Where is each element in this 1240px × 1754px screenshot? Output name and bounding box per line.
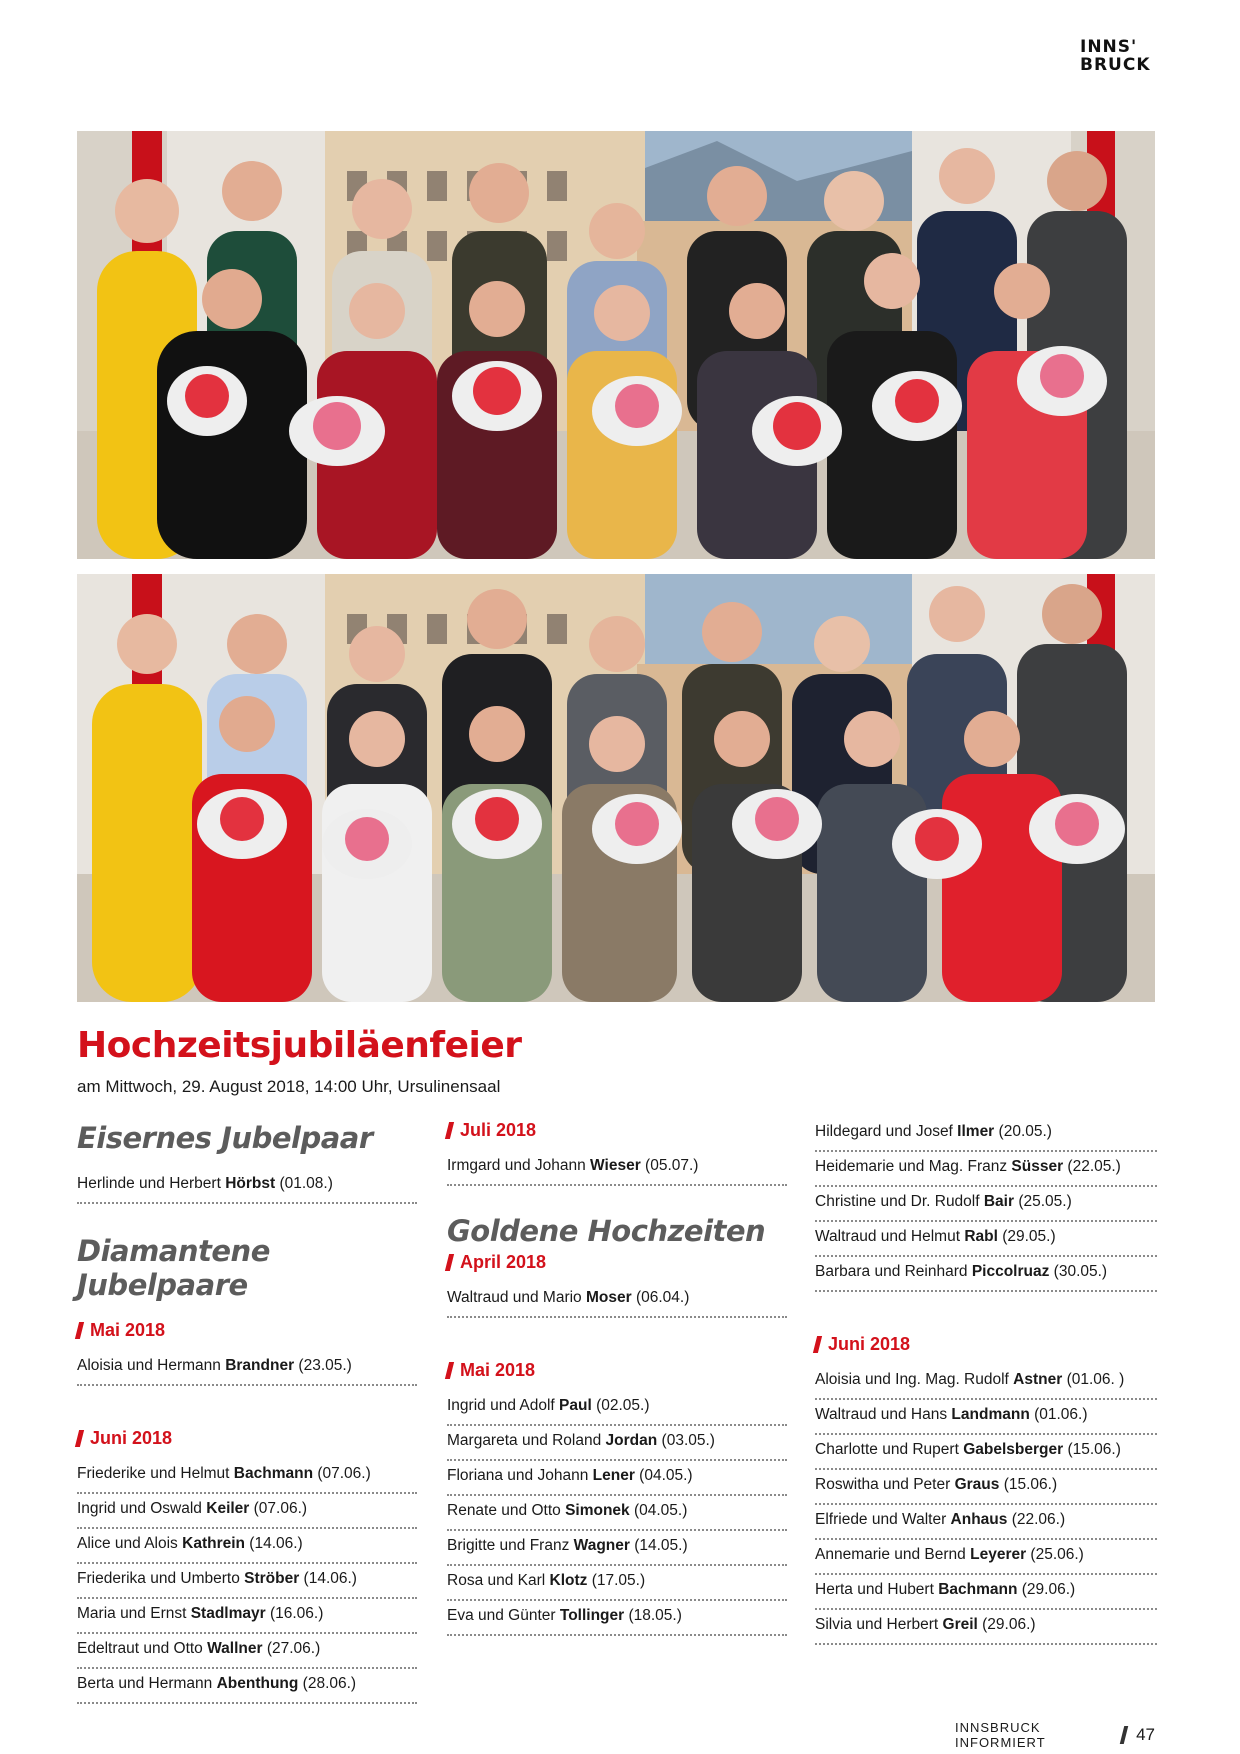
couple-names: Rosa und Karl [447, 1572, 550, 1589]
couple-names: Herlinde und Herbert [77, 1175, 226, 1192]
couple-surname: Anhaus [950, 1511, 1008, 1528]
anniversary-date: (01.06. ) [1062, 1371, 1125, 1388]
couple-entry [815, 1400, 1157, 1435]
couple-surname: Graus [954, 1476, 1000, 1493]
entries-golden-juni [815, 1365, 1157, 1645]
red-bar-icon [445, 1362, 454, 1379]
anniversary-date: (07.06.) [249, 1500, 308, 1517]
anniversary-date: (27.06.) [262, 1640, 321, 1657]
couple-surname: Piccolruaz [971, 1263, 1050, 1280]
anniversary-date: (23.05.) [294, 1357, 352, 1374]
anniversary-date: (18.05.) [624, 1607, 682, 1624]
couple-names: Alice und Alois [77, 1535, 183, 1552]
couple-surname: Rabl [964, 1228, 998, 1245]
couple-entry [447, 1461, 787, 1496]
couple-surname: Bachmann [233, 1465, 314, 1482]
section-title-diamant: Diamantene Jubelpaare [77, 1234, 270, 1302]
couple-surname: Simonek [565, 1502, 630, 1519]
couple-names: Christine und Dr. Rudolf [815, 1193, 984, 1210]
couple-entry [77, 1564, 417, 1599]
couple-names: Aloisia und Ing. Mag. Rudolf [815, 1371, 1014, 1388]
article-title: Hochzeitsjubiläenfeier [77, 1025, 522, 1066]
page-footer [955, 1720, 1155, 1750]
red-bar-icon [75, 1322, 84, 1339]
couple-entry [77, 1459, 417, 1494]
couple-surname: Wallner [207, 1640, 263, 1657]
footer-bar-icon [1120, 1726, 1129, 1744]
couple-names: Eva und Günter [447, 1607, 560, 1624]
couple-entry [447, 1426, 787, 1461]
page-number: 47 [1136, 1725, 1155, 1744]
innsbruck-logo [1080, 38, 1160, 74]
couple-surname: Lener [592, 1467, 635, 1484]
couple-names: Margareta und Roland [447, 1432, 606, 1449]
couple-names: Brigitte und Franz [447, 1537, 574, 1554]
month-label: Juli 2018 [460, 1120, 537, 1140]
couple-surname: Moser [586, 1289, 632, 1306]
anniversary-date: (14.06.) [245, 1535, 303, 1552]
couple-names: Renate und Otto [447, 1502, 566, 1519]
couple-surname: Greil [942, 1616, 978, 1633]
couple-surname: Keiler [206, 1500, 250, 1517]
red-bar-icon [445, 1122, 454, 1139]
anniversary-date: (29.05.) [997, 1228, 1056, 1245]
entries-golden-mai-b [815, 1117, 1157, 1292]
month-label: April 2018 [460, 1252, 547, 1272]
couple-names: Waltraud und Mario [447, 1289, 586, 1306]
anniversary-date: (14.05.) [629, 1537, 688, 1554]
couple-entry [77, 1529, 417, 1564]
anniversary-date: (04.05.) [634, 1467, 693, 1484]
couple-names: Aloisia und Hermann [77, 1357, 226, 1374]
couple-surname: Süsser [1011, 1158, 1064, 1175]
month-label: Juni 2018 [828, 1334, 911, 1354]
couple-entry [77, 1669, 417, 1704]
anniversary-date: (17.05.) [587, 1572, 646, 1589]
column-1 [77, 1115, 417, 1704]
logo-line-1: INNS' [1080, 37, 1138, 57]
couple-names: Edeltraut und Otto [77, 1640, 208, 1657]
couple-names: Annemarie und Bernd [815, 1546, 971, 1563]
article-subtitle: am Mittwoch, 29. August 2018, 14:00 Uhr, Ursulinensaal [77, 1077, 501, 1096]
couple-names: Hildegard und Josef [815, 1123, 958, 1140]
couple-entry [447, 1283, 787, 1318]
couple-entry [77, 1494, 417, 1529]
anniversary-date: (22.05.) [1063, 1158, 1121, 1175]
month-label: Mai 2018 [90, 1320, 166, 1340]
couple-surname: Brandner [225, 1357, 295, 1374]
anniversary-date: (06.04.) [631, 1289, 690, 1306]
anniversary-date: (29.06.) [1017, 1581, 1076, 1598]
couple-surname: Bair [983, 1193, 1015, 1210]
couple-entry [77, 1599, 417, 1634]
anniversary-date: (22.06.) [1007, 1511, 1066, 1528]
publication-name: INNSBRUCK INFORMIERT [955, 1720, 1046, 1750]
couple-surname: Wieser [590, 1157, 641, 1174]
couple-surname: Leyerer [970, 1546, 1027, 1563]
section-title-eisern: Eisernes Jubelpaar [77, 1121, 373, 1155]
anniversary-date: (16.06.) [265, 1605, 324, 1622]
anniversary-date: (15.06.) [1063, 1441, 1121, 1458]
month-heading-diamant-juli [447, 1120, 787, 1141]
couple-entry [815, 1505, 1157, 1540]
couple-entry [447, 1566, 787, 1601]
couple-entry [815, 1257, 1157, 1292]
anniversary-date: (03.05.) [657, 1432, 715, 1449]
couple-surname: Kathrein [182, 1535, 245, 1552]
month-label: Juni 2018 [90, 1428, 173, 1448]
anniversary-date: (25.06.) [1026, 1546, 1084, 1563]
red-bar-icon [75, 1430, 84, 1447]
couple-entry [447, 1151, 787, 1186]
couple-surname: Ilmer [957, 1123, 995, 1140]
couple-surname: Astner [1013, 1371, 1063, 1388]
couple-entry [815, 1365, 1157, 1400]
month-heading-golden-juni [815, 1334, 1157, 1355]
couple-surname: Tollinger [559, 1607, 625, 1624]
couple-entry [77, 1634, 417, 1669]
couple-entry [77, 1351, 417, 1386]
couple-surname: Ströber [244, 1570, 300, 1587]
couple-names: Heidemarie und Mag. Franz [815, 1158, 1012, 1175]
anniversary-date: (02.05.) [591, 1397, 650, 1414]
couple-entry [447, 1391, 787, 1426]
entries-golden-april [447, 1283, 787, 1318]
month-heading-diamant-juni [77, 1428, 417, 1449]
couple-surname: Abenthung [216, 1675, 299, 1692]
group-photo-top [77, 131, 1155, 559]
couple-names: Friederike und Helmut [77, 1465, 234, 1482]
month-heading-golden-april [447, 1252, 787, 1273]
entries-eisern [77, 1169, 417, 1204]
anniversary-date: (14.06.) [299, 1570, 357, 1587]
entries-diamant-juni [77, 1459, 417, 1704]
month-heading-golden-mai [447, 1360, 787, 1381]
couple-names: Friederika und Umberto [77, 1570, 245, 1587]
couple-names: Charlotte und Rupert [815, 1441, 964, 1458]
anniversary-date: (01.08.) [275, 1175, 333, 1192]
entries-diamant-juli [447, 1151, 787, 1186]
red-bar-icon [813, 1336, 822, 1353]
anniversary-date: (04.05.) [629, 1502, 688, 1519]
anniversary-date: (01.06.) [1029, 1406, 1088, 1423]
couple-names: Floriana und Johann [447, 1467, 593, 1484]
anniversary-date: (07.06.) [313, 1465, 371, 1482]
anniversary-date: (05.07.) [640, 1157, 699, 1174]
anniversary-date: (20.05.) [994, 1123, 1052, 1140]
couple-entry [815, 1152, 1157, 1187]
section-title-golden: Goldene Hochzeiten [447, 1214, 766, 1248]
couple-surname: Jordan [605, 1432, 658, 1449]
couple-entry [815, 1187, 1157, 1222]
entries-diamant-mai [77, 1351, 417, 1386]
couple-surname: Wagner [573, 1537, 630, 1554]
column-2 [447, 1120, 787, 1636]
couple-names: Herta und Hubert [815, 1581, 939, 1598]
couple-names: Ingrid und Oswald [77, 1500, 207, 1517]
couple-names: Berta und Hermann [77, 1675, 217, 1692]
couple-names: Barbara und Reinhard [815, 1263, 972, 1280]
couple-names: Ingrid und Adolf [447, 1397, 560, 1414]
month-label: Mai 2018 [460, 1360, 536, 1380]
couple-entry [815, 1117, 1157, 1152]
logo-line-2: BRUCK [1080, 55, 1151, 75]
anniversary-date: (29.06.) [977, 1616, 1036, 1633]
couple-surname: Hörbst [225, 1175, 276, 1192]
couple-entry [815, 1222, 1157, 1257]
group-photo-bottom [77, 574, 1155, 1002]
couple-entry [447, 1496, 787, 1531]
anniversary-date: (30.05.) [1049, 1263, 1108, 1280]
entries-golden-mai-a [447, 1391, 787, 1636]
couple-names: Maria und Ernst [77, 1605, 191, 1622]
couple-names: Roswitha und Peter [815, 1476, 955, 1493]
couple-surname: Bachmann [938, 1581, 1018, 1598]
couple-entry [447, 1601, 787, 1636]
column-3 [815, 1117, 1157, 1645]
couple-names: Irmgard und Johann [447, 1157, 591, 1174]
anniversary-date: (28.06.) [298, 1675, 357, 1692]
couple-surname: Landmann [951, 1406, 1030, 1423]
red-bar-icon [445, 1254, 454, 1271]
month-heading-diamant-mai [77, 1320, 417, 1341]
couple-entry [815, 1575, 1157, 1610]
couple-names: Silvia und Herbert [815, 1616, 943, 1633]
couple-names: Waltraud und Hans [815, 1406, 952, 1423]
anniversary-date: (15.06.) [999, 1476, 1058, 1493]
couple-surname: Paul [559, 1397, 592, 1414]
couple-entry [815, 1540, 1157, 1575]
couple-entry [815, 1470, 1157, 1505]
couple-surname: Gabelsberger [963, 1441, 1064, 1458]
couple-surname: Klotz [549, 1572, 588, 1589]
couple-names: Elfriede und Walter [815, 1511, 951, 1528]
couple-names: Waltraud und Helmut [815, 1228, 965, 1245]
couple-entry [815, 1610, 1157, 1645]
couple-entry [77, 1169, 417, 1204]
couple-entry [815, 1435, 1157, 1470]
couple-entry [447, 1531, 787, 1566]
couple-surname: Stadlmayr [190, 1605, 266, 1622]
anniversary-date: (25.05.) [1014, 1193, 1072, 1210]
